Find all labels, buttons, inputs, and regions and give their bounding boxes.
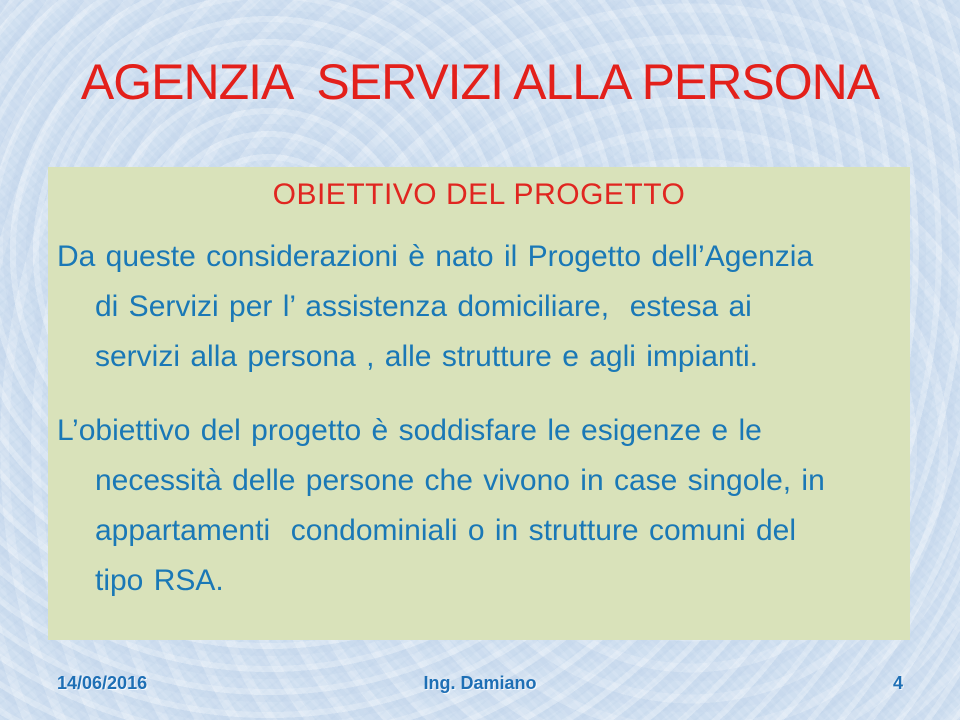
slide-title: AGENZIA SERVIZI ALLA PERSONA (80, 54, 880, 110)
content-box-body (48, 232, 910, 606)
footer-page-number: 4 (892, 673, 903, 693)
body-text-line: tipo RSA. (95, 564, 224, 597)
footer-author: Ing. Damiano (423, 673, 537, 693)
body-text-line: di Servizi per l’ assistenza domiciliare, estesa ai (95, 290, 752, 323)
paragraph-2 (48, 406, 910, 606)
body-text-line: Da queste considerazioni è nato il Progetto dell’Agenzia (57, 240, 814, 273)
footer-date: 14/06/2016 (57, 673, 148, 693)
content-box (48, 167, 910, 640)
body-text-line: servizi alla persona , alle strutture e agli impianti. (95, 340, 758, 373)
content-box-heading: OBIETTIVO DEL PROGETTO (272, 178, 686, 211)
body-text-line: appartamenti condominiali o in strutture comuni del (95, 514, 797, 547)
body-text-line: necessità delle persone che vivono in case singole, in (95, 464, 825, 497)
body-text-line: L’obiettivo del progetto è soddisfare le esigenze e le (57, 414, 762, 447)
paragraph-1 (48, 232, 910, 382)
